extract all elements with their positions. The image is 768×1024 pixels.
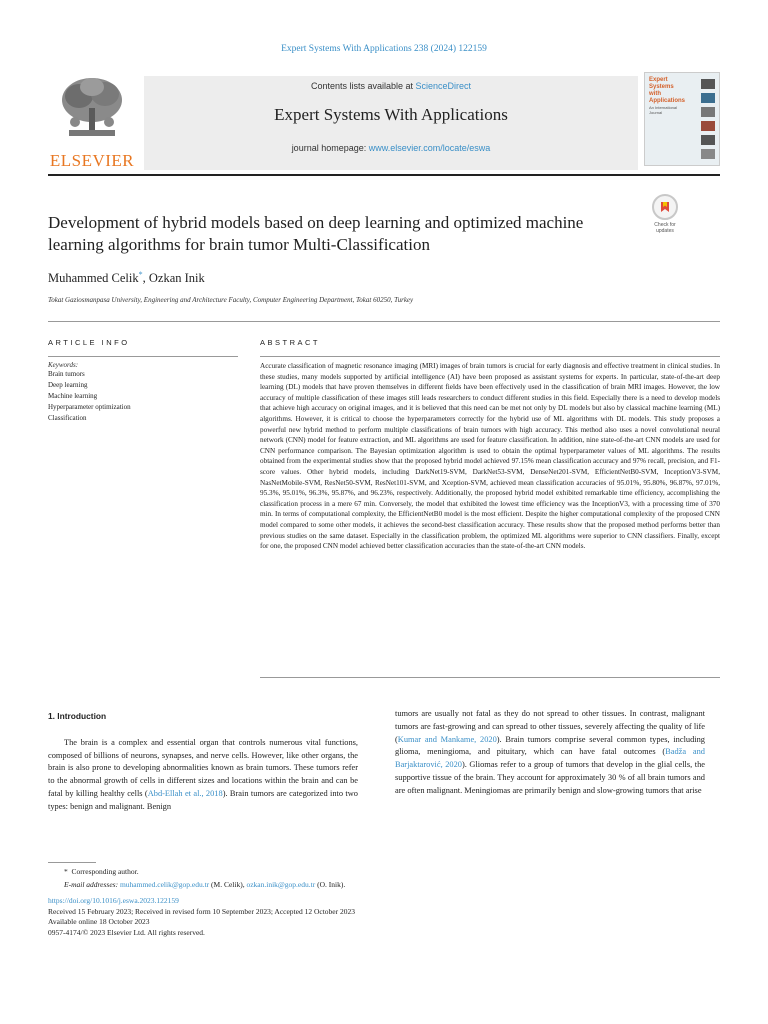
intro-text: The brain is a complex and essential organ that controls numerous vital functions, composed of billions of neurons, synapses, and nerve cells. However, like other organs, the brain is also prone to developing abnormalities known as brain tumors. These tumors refer to the abnormal growth of cells in different sizes and locations within the brain and can be fatal by killing healthy cells (	[48, 737, 358, 798]
abstract-end-rule	[260, 677, 720, 678]
corr-mark: *	[64, 867, 68, 876]
online-date: Available online 18 October 2023	[48, 917, 150, 926]
cover-thumb-icon	[701, 135, 715, 145]
author-name[interactable]: , Ozkan Inik	[142, 271, 205, 286]
cover-thumb-icon	[701, 93, 715, 103]
journal-masthead	[144, 76, 638, 170]
cover-title	[645, 73, 691, 115]
cover-thumb-icon	[701, 107, 715, 117]
author-line	[48, 270, 205, 286]
section-heading: 1. Introduction	[48, 711, 107, 721]
email-owner: (O. Inik).	[315, 880, 346, 889]
header-rule	[48, 174, 720, 176]
homepage-prefix: journal homepage:	[291, 143, 369, 153]
corresponding-note	[48, 866, 720, 877]
intro-column-left	[48, 710, 358, 814]
info-rule	[48, 321, 720, 322]
elsevier-tree-icon	[57, 72, 127, 142]
article-info	[48, 338, 238, 424]
keyword: Deep learning	[48, 381, 88, 389]
contents-line	[144, 81, 638, 91]
email-link[interactable]: ozkan.inik@gop.edu.tr	[246, 880, 316, 889]
check-updates-line2: updates	[656, 228, 674, 234]
corr-text: Corresponding author.	[71, 867, 139, 876]
check-for-updates-label	[645, 222, 685, 234]
cover-thumb-icon	[701, 79, 715, 89]
keyword: Brain tumors	[48, 370, 85, 378]
contents-prefix: Contents lists available at	[310, 81, 416, 91]
intro-paragraph	[48, 737, 358, 814]
footnote-rule	[48, 862, 96, 863]
intro-text: ). Gliomas refer to a group of tumors that develop in the glial cells, the supportive tissue of the brain. They account for approximately 30 % of all brain tumors and are often malignant. Meningiomas are primarily benign and slow-growing tumors that arise	[395, 760, 706, 795]
keywords-title: Keywords:	[48, 361, 79, 369]
sciencedirect-link[interactable]: ScienceDirect	[415, 81, 472, 91]
article-info-label: ARTICLE INFO	[48, 338, 130, 347]
email-note	[48, 879, 720, 890]
cover-title-line: with	[649, 91, 661, 97]
cover-title-line: Expert	[649, 77, 668, 83]
email-link[interactable]: muhammed.celik@gop.edu.tr	[119, 880, 210, 889]
citation-link[interactable]: Badža and Barjaktarović, 2020	[395, 747, 705, 770]
doi-link[interactable]	[48, 896, 720, 907]
copyright: 0957-4174/© 2023 Elsevier Ltd. All rights reserved.	[48, 927, 205, 937]
footnotes	[48, 866, 720, 938]
abstract-rule	[260, 356, 720, 357]
cover-thumb-icon	[701, 149, 715, 159]
intro-text: ). Brain tumors comprise several common types, including glioma, meningioma, and pituitary, which can have fatal outcomes (	[395, 734, 705, 757]
citation-link[interactable]: Abd-Ellah et al., 2018	[147, 788, 223, 798]
received-dates: Received 15 February 2023; Received in revised form 10 September 2023; Accepted 12 October 2023	[48, 906, 355, 916]
abstract-text: Accurate classification of magnetic resonance imaging (MRI) images of brain tumors is crucial for early diagnosis and effective treatment in clinical studies. In these studies, many models supported by artificial intelligence (AI) have been proposed as assistant systems for experts. In particular, state-of-the-art deep learning (DL) models that have proven themselves in different fields have been effectively used in the classification of brain MRI images. However, the low accuracy of multiple classification of these images still leads researchers to conduct different studies in this field. Especially there is a need to develop models that achieve high accuracy on original images, and it is believed that this need can be met not only by DL models but also by classical machine learning (ML) algorithms. However, it is critical to choose the hyperparameters correctly for the hybrid use of ML algorithms with DL models. This study proposes a powerful new hybrid method to perform multiple classifications of brain tumors with high accuracy. This method also uses a novel convolutional neural network (CNN) model for feature extraction, and ML algorithms are used for feature classification. In addition, nine state-of-the-art CNN models are used for CNN performance comparison. The Bayesian optimization algorithm is used to obtain the optimal hyperparameter values of ML algorithms. The results obtained from the experimental studies show that the proposed hybrid model achieved 97.15% mean classification accuracy and 97% recall, precision, and F1-score values. Other hybrid models, including DarkNet19-SVM, DarkNet53-SVM, DenseNet201-SVM, EfficientNetB0-SVM, InceptionV3-SVM, NasNetMobile-SVM, ResNet50-SVM, ResNet101-SVM, and Xception-SVM, achieved mean classification accuracies of 95.01%, 95.80%, 96.87%, 97.01%, 95.3%, 95.01%, 96.3%, 95.87%, and 96.23%, respectively. Additionally, the proposed hybrid model exhibited remarkable time efficiency, accomplishing the classification process in a mere 67 min. Conversely, the model that exhibited the lowest time efficiency was the InceptionV3, with a processing time of 370 min. In terms of computational complexity, the EfficientNetB0 model is the most efficient. Despite the higher computational complexity of the proposed CNN model compared to some other models, it achieves the second-best classification accuracy. These results show that the proposed method performs better than previous studies on the same dataset. Especially in the classification problem, the optimized ML algorithms were superior to CNN classifiers. Finally, except for one, the proposed CNN model achieved better classification accuracies than the state-of-the-art CNN models.	[260, 362, 720, 551]
journal-title: Expert Systems With Applications	[274, 105, 508, 124]
publisher-name: ELSEVIER	[49, 151, 135, 170]
author-name[interactable]: Muhammed Celik	[48, 271, 139, 286]
keywords-block	[48, 356, 238, 424]
intro-paragraph	[395, 708, 705, 798]
cover-title-line: Applications	[649, 98, 686, 104]
email-owner: (M. Celik),	[209, 880, 247, 889]
keyword: Machine learning	[48, 392, 98, 400]
email-label: E-mail addresses:	[64, 880, 119, 889]
keyword: Hyperparameter optimization	[48, 403, 131, 411]
intro-text: tumors are usually not fatal as they do not spread to other tissues. In contrast, malignant tumors are fast-growing and can spread to other tissues, severely affecting the quality of life (	[395, 709, 705, 744]
doi-url[interactable]: https://doi.org/10.1016/j.eswa.2023.122159	[48, 896, 179, 905]
corresponding-author-mark[interactable]: *	[138, 270, 143, 279]
affiliation: Tokat Gaziosmanpasa University, Engineering and Architecture Faculty, Computer Engineering Department, Tokat 60250, Turkey	[48, 296, 414, 304]
journal-reference[interactable]: Expert Systems With Applications 238 (2024) 122159	[281, 44, 487, 54]
cover-thumb-icon	[701, 121, 715, 131]
homepage-line	[144, 143, 638, 153]
journal-cover[interactable]	[644, 72, 720, 166]
cover-subtitle: An International Journal	[649, 105, 678, 115]
abstract-section	[260, 338, 720, 552]
intro-text: ). Brain tumors are categorized into two types: benign and malignant. Benign	[48, 788, 358, 811]
abstract-label: ABSTRACT	[260, 338, 321, 347]
cover-title-line: Systems	[649, 84, 674, 90]
keyword: Classification	[48, 414, 87, 422]
intro-column-right	[395, 708, 705, 798]
check-for-updates-badge[interactable]	[645, 194, 685, 234]
elsevier-logo[interactable]	[48, 72, 136, 168]
journal-header	[48, 70, 720, 172]
check-updates-line1: Check for	[654, 222, 676, 228]
paper-title: Development of hybrid models based on deep learning and optimized machine learning algorithms for brain tumor Multi-Classification	[48, 213, 584, 254]
homepage-link[interactable]: www.elsevier.com/locate/eswa	[368, 143, 491, 153]
citation-link[interactable]: Kumar and Mankame, 2020	[397, 734, 497, 744]
check-for-updates-icon	[652, 194, 678, 220]
